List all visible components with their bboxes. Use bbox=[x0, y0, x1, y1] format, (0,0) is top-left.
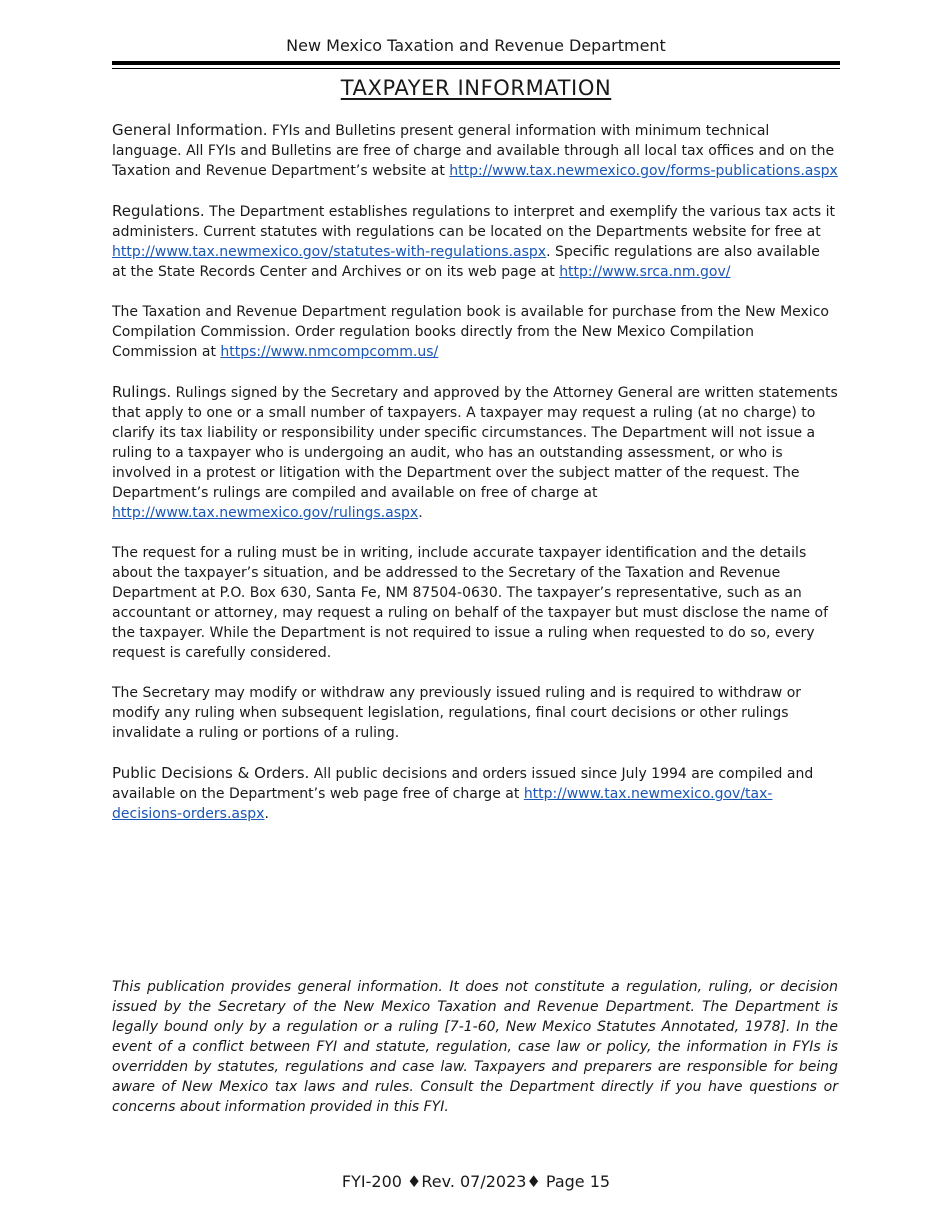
general-information-text: FYIs and Bulletins present general information with minimum technical language. All FYIs and Bulletins are free of charge and available through all local tax offices and on the Taxation and Revenue Department’s website at bbox=[112, 123, 835, 179]
page-footer: FYI-200 ♦Rev. 07/2023♦ Page 15 bbox=[341, 1172, 611, 1191]
page-title-text: TAXPAYER INFORMATION bbox=[340, 76, 612, 100]
header-rule-thick bbox=[112, 61, 840, 65]
disclaimer: This publication provides general information. It does not constitute a regulation, ruling, or decision issued by the Secretary of the New Mexico Taxation and Revenue Department. The Department is legally bound only by a regulation or a ruling [7-1-60, New Mexico Statutes Annotated, 1978]. In the event of a conflict between FYI and statute, regulation, case law or policy, the information in FYIs is overridden by statutes, regulations and case law. Taxpayers and preparers are responsible for being aware of New Mexico tax laws and rules. Consult the Department directly if you have questions or concerns about information provided in this FYI. bbox=[112, 979, 838, 1115]
public-decisions-text: All public decisions and orders issued since July 1994 are compiled and available on the Department’s web page free of charge at bbox=[112, 766, 814, 802]
general-information-paragraph bbox=[112, 120, 838, 181]
main-content bbox=[112, 120, 838, 844]
ruling-modify-paragraph: The Secretary may modify or withdraw any previously issued ruling and is required to withdraw or modify any ruling when subsequent legislation, regulations, final court decisions or other rulings invalidate a ruling or portions of a ruling. bbox=[112, 685, 802, 741]
public-decisions-paragraph bbox=[112, 763, 838, 824]
regulation-book-paragraph bbox=[112, 302, 838, 362]
rulings-link[interactable]: http://www.tax.newmexico.gov/rulings.aspx bbox=[112, 505, 419, 521]
ruling-request-paragraph: The request for a ruling must be in writing, include accurate taxpayer identification and the details about the taxpayer’s situation, and be addressed to the Secretary of the Taxation and Revenue Department at P.O. Box 630, Santa Fe, NM 87504-0630. The taxpayer’s representative, such as an accountant or attorney, may request a ruling on behalf of the taxpayer but must disclose the name of the taxpayer. While the Department is not required to issue a ruling when requested to do so, every request is carefully considered. bbox=[112, 545, 829, 661]
regulation-book-text: The Taxation and Revenue Department regulation book is available for purchase from the New Mexico Compilation Commission. Order regulation books directly from the New Mexico Compilation Commission at bbox=[112, 304, 829, 360]
regulations-paragraph bbox=[112, 201, 838, 282]
page-title bbox=[112, 74, 840, 102]
nmcompcomm-link[interactable]: https://www.nmcompcomm.us/ bbox=[220, 344, 439, 360]
rulings-lead: Rulings. bbox=[112, 383, 172, 401]
header-rule-thin bbox=[112, 68, 840, 69]
tax-decisions-link[interactable]: http://www.tax.newmexico.gov/tax-decisions-orders.aspx bbox=[112, 786, 773, 822]
rulings-text: Rulings signed by the Secretary and approved by the Attorney General are written statements that apply to one or a small number of taxpayers. A taxpayer may request a ruling (at no charge) to clarify its tax liability or responsibility under specific circumstances. The Department will not issue a ruling to a taxpayer who is undergoing an audit, who has an outstanding assessment, or who is involved in a protest or litigation with the Department over the subject matter of the request. The Department’s rulings are compiled and available on free of charge at bbox=[112, 385, 838, 501]
regulations-text-2: . Specific regulations are also available at the State Records Center and Archives or on its web page at bbox=[112, 244, 820, 280]
department-header: New Mexico Taxation and Revenue Department bbox=[286, 36, 666, 55]
regulations-text-1: The Department establishes regulations to interpret and exemplify the various tax acts it administers. Current statutes with regulations can be located on the Departments website for free at bbox=[112, 204, 835, 240]
public-decisions-end: . bbox=[264, 806, 269, 822]
statutes-regulations-link[interactable]: http://www.tax.newmexico.gov/statutes-with-regulations.aspx bbox=[112, 244, 547, 260]
forms-publications-link[interactable]: http://www.tax.newmexico.gov/forms-publications.aspx bbox=[449, 163, 838, 179]
general-information-lead: General Information. bbox=[112, 121, 268, 139]
srca-link[interactable]: http://www.srca.nm.gov/ bbox=[559, 264, 731, 280]
public-decisions-lead: Public Decisions & Orders. bbox=[112, 764, 310, 782]
rulings-end: . bbox=[418, 505, 423, 521]
rulings-paragraph bbox=[112, 382, 838, 523]
regulations-lead: Regulations. bbox=[112, 202, 205, 220]
